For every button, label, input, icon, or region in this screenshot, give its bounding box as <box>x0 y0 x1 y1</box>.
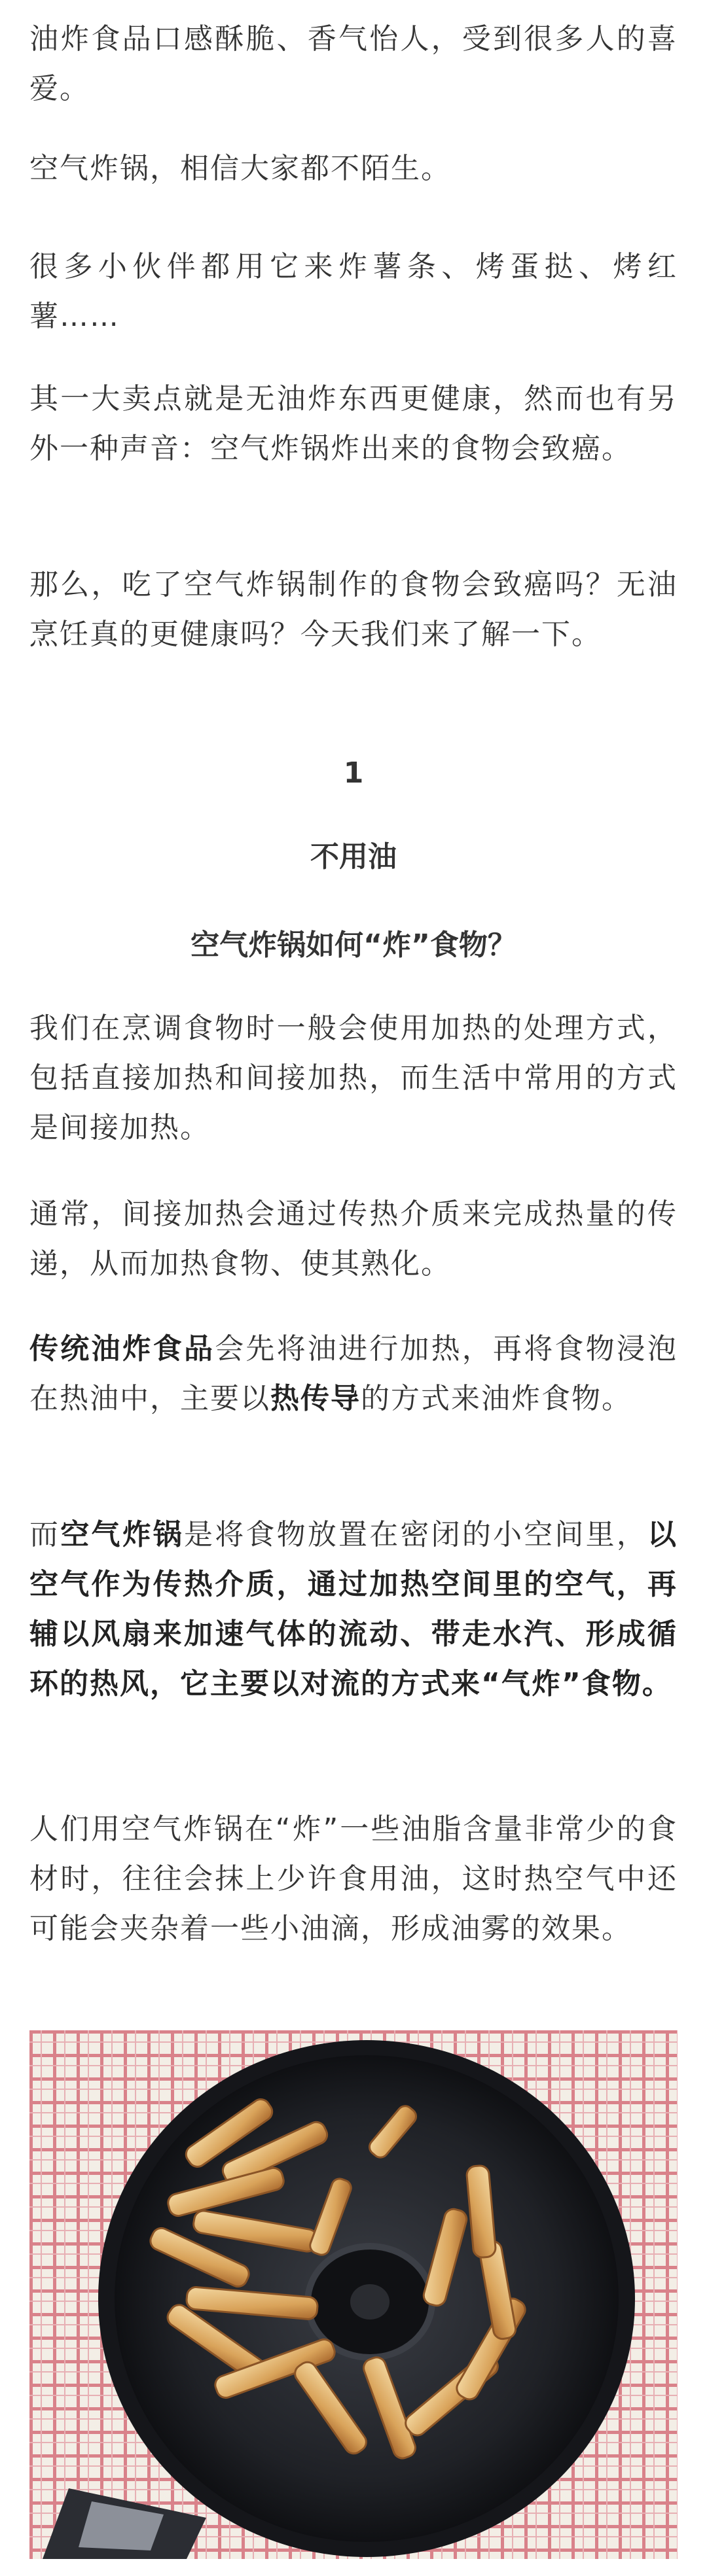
bold-air-fryer: 空气炸锅 <box>60 1518 185 1551</box>
air-fryer-basket-illustration <box>29 2030 678 2559</box>
paragraph-question: 那么，吃了空气炸锅制作的食物会致癌吗？无油烹饪真的更健康吗？今天我们来了解一下。 <box>29 568 678 651</box>
paragraph-indirect-heating: 通常，间接加热会通过传热介质来完成热量的传递，从而加热食物、使其熟化。 <box>29 1197 678 1280</box>
bold-traditional-fried-food: 传统油炸食品 <box>29 1332 215 1366</box>
bold-heat-conduction: 热传导 <box>270 1382 361 1415</box>
paragraph-selling-point: 其一大卖点就是无油炸东西更健康，然而也有另外一种声音：空气炸锅炸出来的食物会致癌。 <box>29 382 678 465</box>
section-title: 不用油 <box>310 840 397 873</box>
paragraph-air-fryer-principle: 而空气炸锅是将食物放置在密闭的小空间里，以空气作为传热介质，通过加热空间里的空气，再辅以风扇来加速气体的流动、带走水汽、形成循环的热风，它主要以对流的方式来“气炸”食物。 <box>29 1518 678 1701</box>
paragraph-air-fryer: 空气炸锅，相信大家都不陌生。 <box>29 152 451 185</box>
paragraph-heating: 我们在烹调食物时一般会使用加热的处理方式，包括直接加热和间接加热，而生活中常用的方式是间接加热。 <box>29 1012 678 1144</box>
paragraph-oil-mist: 人们用空气炸锅在“炸”一些油脂含量非常少的食材时，往往会抹上少许食用油，这时热空气中还可能会夹杂着一些小油滴，形成油雾的效果。 <box>29 1812 678 1945</box>
paragraph-traditional-frying: 传统油炸食品会先将油进行加热，再将食物浸泡在热油中，主要以热传导的方式来油炸食物。 <box>29 1332 678 1415</box>
section-subtitle: 空气炸锅如何“炸”食物？ <box>190 928 517 962</box>
air-fryer-photo <box>29 2030 678 2559</box>
bold-convection-explanation: 以空气作为传热介质，通过加热空间里的空气，再辅以风扇来加速气体的流动、带走水汽、形成循环的热风，它主要以对流的方式来“气炸”食物。 <box>29 1518 678 1701</box>
paragraph-intro: 油炸食品口感酥脆、香气怡人，受到很多人的喜爱。 <box>29 22 678 105</box>
section-number: 1 <box>343 756 364 790</box>
paragraph-uses: 很多小伙伴都用它来炸薯条、烤蛋挞、烤红薯…… <box>29 250 678 333</box>
